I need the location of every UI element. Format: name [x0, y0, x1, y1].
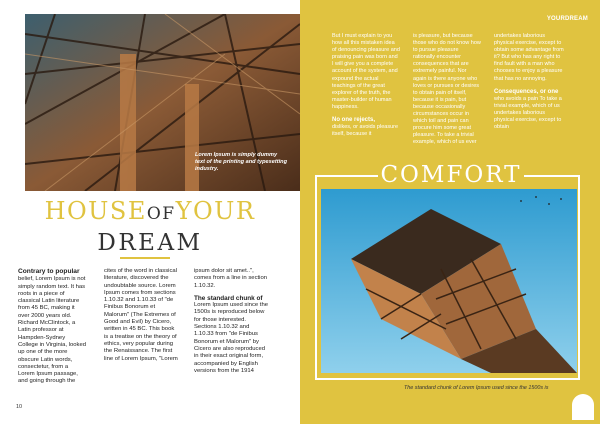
column-highlight: Consequences, or one: [494, 88, 559, 95]
comfort-heading: COMFORT: [378, 161, 524, 189]
column-body: undertakes laborious physical exercise, except to obtain some advantage from it? But who has any right to find fault with a man who chooses to enjoy a pleasure that has no annoying.: [494, 33, 564, 82]
column-subheading: The standard chunk of: [194, 294, 263, 302]
title-word-your: YOUR: [175, 197, 256, 225]
title-word-house: HOUSE: [44, 197, 147, 225]
column-body: cites of the word in classical literature, discovered the undoubtable source. Lorem Ipsum comes from sections 1.10.32 and 1.10.33 of "de Finibus Bonorum et Malorum" (The Extremes of Good and Evil) by Cicero, written in 45 BC. This book is a treatise on the theory of ethics, very popular during the Renaissance. The first line of Lorem Ipsum, "Lorem: [104, 268, 178, 362]
column-body: ipsum dolor sit amet..", comes from a line in section 1.10.32.: [194, 268, 268, 289]
house-logo-icon: [572, 394, 594, 420]
page-title: [0, 196, 300, 257]
page-number-left: 10: [16, 404, 23, 410]
right-text-column-1: [332, 33, 400, 138]
title-underline: [120, 257, 170, 259]
title-word-dream: DREAM: [97, 230, 203, 256]
brand-name: YOURDREAM: [546, 16, 588, 22]
text-column-3: [194, 268, 270, 375]
column-body-continued: who avoids a pain To take a trivial example, which of us undertakes laborious physical exercise, except to obtain: [494, 95, 562, 131]
column-body: But I must explain to you how all this mistaken idea of denouncing pleasure and praising pain was born and I will give you a complete account of the system, and expound the actual teachings of the great explorer of the truth, the master-builder of human happiness.: [332, 33, 400, 110]
right-text-column-3: [494, 33, 564, 131]
right-page: [300, 0, 600, 424]
house-photo-caption: The standard chunk of Lorem Ipsum used since the 1500s is: [404, 385, 549, 391]
column-body: is pleasure, but because those who do not know how to pursue pleasure rationally encounter consequences that are extremely painful. Nor again is there anyone who loves or pursues or desires to obtain pain of itself, because it is pain, but because occasionally circumstances occur in which toil and pain can procure him some great pleasure. To take a trivial example, which of us ever: [413, 33, 481, 146]
column-highlight: No one rejects,: [332, 117, 376, 124]
column-body: belief, Lorem Ipsum is not simply random text. It has roots in a piece of classical Latin literature from 45 BC, making it over 2000 years old. Richard McClintock, a Latin professor at Hampden-Sydney College in Virginia, looked up one of the more obscure Latin words, consectetur, from a Lorem Ipsum passage, and going through the: [18, 276, 87, 385]
right-text-column-2: [413, 33, 481, 147]
column-body-continued: Lorem Ipsum used since the 1500s is reproduced below for those interested. Sections 1.10.32 and 1.10.33 from "de Finibus Bonorum et Malorum" by Cicero are also reproduced in their exact original form, accompanied by English versions from the 1914: [194, 302, 268, 374]
text-column-2: [104, 268, 178, 363]
text-column-1: [18, 268, 86, 386]
title-word-of: OF: [146, 204, 176, 224]
column-body-continued: dislikes, or avoids pleasure itself, because it: [332, 124, 399, 138]
hero-photo-caption: Lorem Ipsum is simply dummy text of the printing and typesetting industry.: [195, 152, 287, 172]
column-lead: Contrary to popular: [18, 268, 80, 275]
house-photo: [321, 189, 577, 373]
